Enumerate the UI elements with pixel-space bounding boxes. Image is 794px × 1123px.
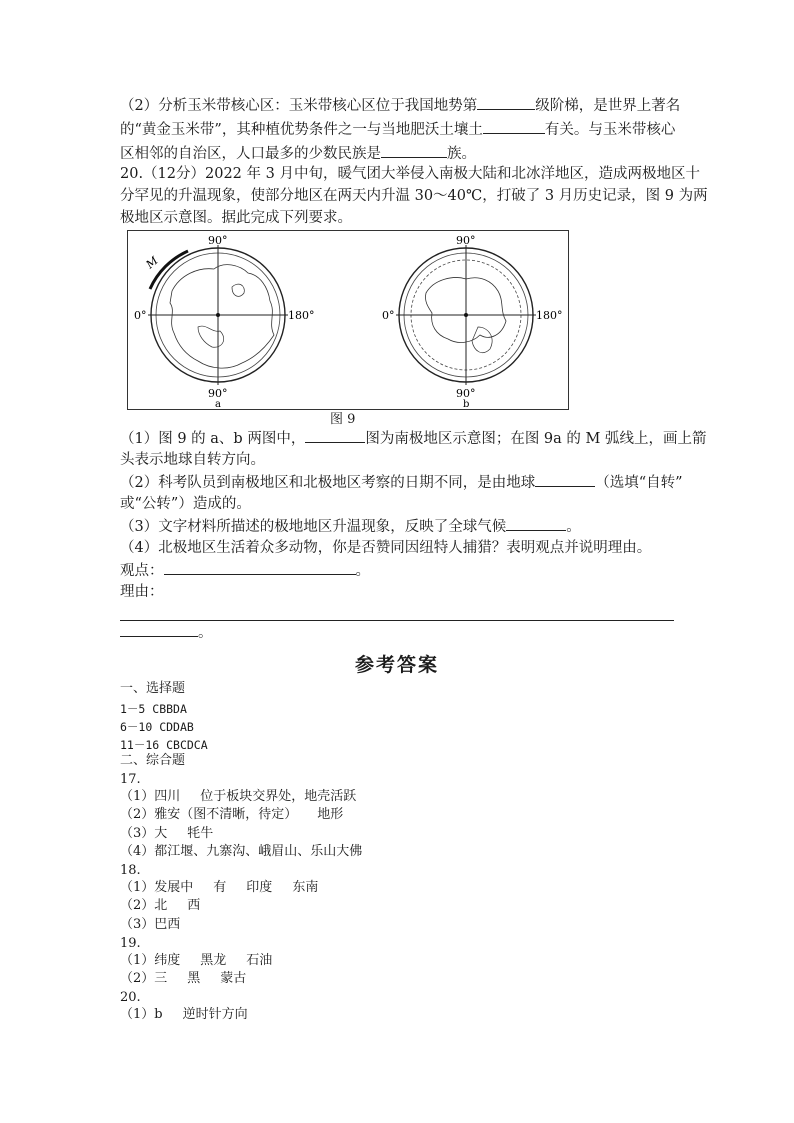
answer-blank[interactable] — [305, 428, 365, 443]
q19-2-line1 — [120, 95, 680, 116]
globe-b-sub-label: b — [463, 399, 470, 409]
answer-number-17: 17. — [120, 772, 141, 787]
globe-b-bottom-label: 90° — [456, 387, 476, 400]
reason-label: 理由： — [120, 584, 164, 600]
q19-2-line3 — [120, 143, 476, 164]
answer-19-1: （1）纬度 黑龙 石油 — [120, 953, 273, 968]
q20-2-line1 — [120, 472, 683, 493]
globe-a-top-label: 90° — [208, 234, 228, 247]
reason-blank-line[interactable] — [120, 620, 674, 621]
q20-2-text-a: （2）科考队员到南极地区和北极地区考察的日期不同，是由地球 — [120, 475, 536, 491]
q19-2-text-3b: 族。 — [447, 146, 476, 162]
answer-blank[interactable] — [381, 143, 447, 158]
figure-9 — [127, 230, 569, 410]
globe-a — [134, 234, 315, 409]
viewpoint-blank[interactable] — [164, 560, 356, 575]
viewpoint-label: 观点： — [120, 563, 164, 579]
answer-18-2: （2）北 西 — [120, 898, 201, 913]
mc-answers-3: 11－16 CBCDCA — [120, 738, 208, 752]
q19-2-text-2a: 的“黄金玉米带”，其种植优势条件之一与当地肥沃土壤土 — [120, 122, 483, 138]
mc-answers-1: 1－5 CBBDA — [120, 702, 187, 716]
globe-a-right-label: 180° — [288, 309, 315, 322]
q19-2-line2 — [120, 119, 675, 140]
polar-maps — [128, 231, 568, 409]
section-comprehensive: 二、综合题 — [120, 753, 186, 768]
reason-end: 。 — [198, 625, 213, 641]
q20-stem-line2: 分罕见的升温现象，使部分地区在两天内升温 30～40℃，打破了 3 月历史记录，图 9 为两 — [120, 188, 708, 204]
answer-18-3: （3）巴西 — [120, 917, 181, 932]
answer-blank[interactable] — [477, 95, 535, 110]
q20-1-text-a: （1）图 9 的 a、b 两图中， — [120, 431, 306, 447]
q20-3-line — [120, 516, 581, 537]
answer-blank[interactable] — [535, 472, 595, 487]
viewpoint-end: 。 — [355, 563, 370, 579]
answer-17-1: （1）四川 位于板块交界处，地壳活跃 — [120, 789, 357, 804]
reason-line-2 — [120, 622, 213, 643]
q20-3-text-a: （3）文字材料所描述的极地地区升温现象，反映了全球气候 — [120, 519, 507, 535]
globe-b — [382, 234, 563, 409]
globe-a-sub-label: a — [215, 399, 221, 409]
q20-4-line: （4）北极地区生活着众多动物，你是否赞同因纽特人捕猎？表明观点并说明理由。 — [120, 540, 652, 556]
q20-2-line2: 或“公转”）造成的。 — [120, 496, 251, 512]
q19-2-text-3a: 区相邻的自治区，人口最多的少数民族是 — [120, 146, 381, 162]
answer-number-20: 20. — [120, 990, 141, 1005]
viewpoint-line — [120, 560, 370, 581]
answer-blank[interactable] — [483, 119, 545, 134]
answer-blank[interactable] — [506, 516, 566, 531]
answer-17-2: （2）雅安（图不清晰，待定） 地形 — [120, 807, 344, 822]
answer-17-4: （4）都江堰、九寨沟、峨眉山、乐山大佛 — [120, 844, 363, 859]
q19-2-text-2b: 有关。与玉米带核心 — [544, 122, 676, 138]
answer-number-19: 19. — [120, 936, 141, 951]
answer-19-2: （2）三 黑 蒙古 — [120, 971, 247, 986]
answer-17-3: （3）大 牦牛 — [120, 826, 214, 841]
globe-b-left-label: 0° — [382, 309, 395, 322]
q20-2-text-b: （选填“自转” — [595, 475, 683, 491]
mc-answers-2: 6－10 CDDAB — [120, 720, 194, 734]
globe-a-left-label: 0° — [134, 309, 147, 322]
q20-1-line2: 头表示地球自转方向。 — [120, 452, 265, 468]
q19-2-text-1a: （2）分析玉米带核心区：玉米带核心区位于我国地势第 — [120, 98, 478, 114]
q20-stem-line1: 20.（12分）2022 年 3 月中旬，暖气团大举侵入南极大陆和北冰洋地区，造成两极地区十 — [120, 166, 700, 182]
answer-number-18: 18. — [120, 863, 141, 878]
arc-label-m: M — [143, 254, 161, 272]
globe-b-top-label: 90° — [456, 234, 476, 247]
q20-3-text-b: 。 — [566, 519, 581, 535]
answer-18-1: （1）发展中 有 印度 东南 — [120, 880, 319, 895]
q19-2-text-1b: 级阶梯，是世界上著名 — [535, 98, 681, 114]
reason-blank-short[interactable] — [120, 622, 198, 637]
globe-a-bottom-label: 90° — [208, 387, 228, 400]
section-choice: 一、选择题 — [120, 681, 186, 696]
q20-1-text-b: 图为南极地区示意图；在图 9a 的 M 弧线上，画上箭 — [365, 431, 707, 447]
q20-stem-line3: 极地区示意图。据此完成下列要求。 — [120, 210, 352, 226]
figure-caption: 图 9 — [330, 412, 356, 427]
answer-title: 参考答案 — [354, 654, 439, 676]
q20-1-line1 — [120, 428, 706, 449]
answer-20-1: （1）b 逆时针方向 — [120, 1007, 248, 1022]
globe-b-right-label: 180° — [536, 309, 563, 322]
